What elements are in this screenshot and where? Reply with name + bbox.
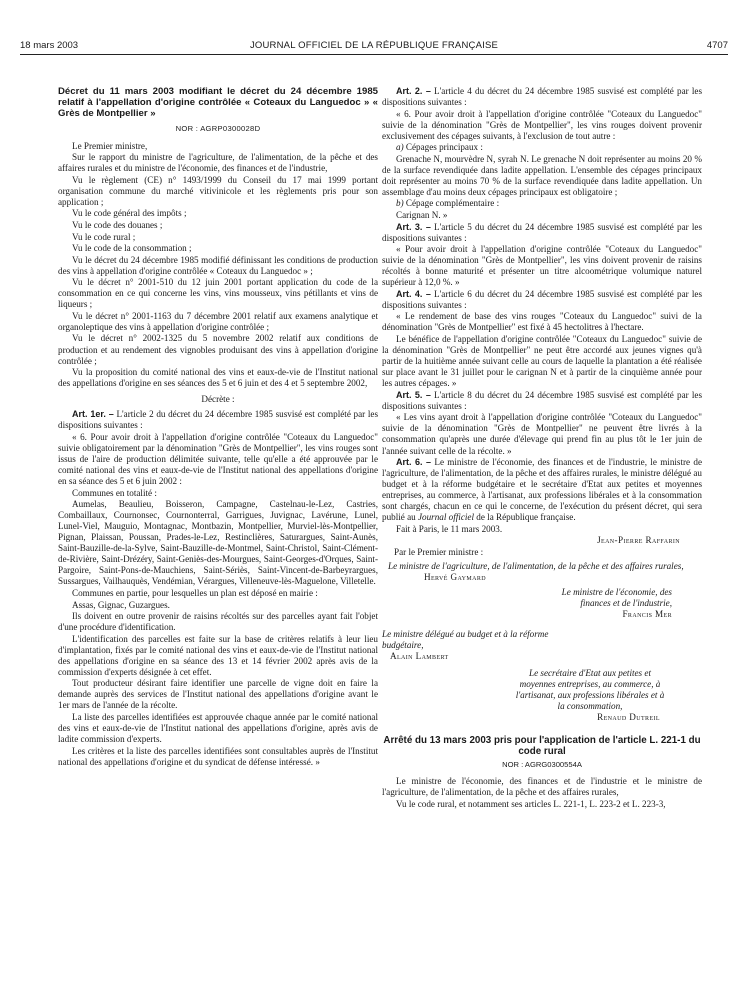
- paragraph: « Pour avoir droit à l'appellation d'origine contrôlée "Coteaux du Languedoc" suivie de la dénomination "Grès de Montpellier", les vins doivent provenir de raisins récoltés à bonne maturité et présenter un titre alcoométrique volumique naturel supérieur à 12,0 %. »: [382, 244, 702, 288]
- paragraph: Vu le décret n° 2001-510 du 12 juin 2001 portant application du code de la consommation en ce qui concerne les vins, vins mousseux, vins pétillants et vins de liqueurs ;: [58, 277, 378, 310]
- article-5: [382, 390, 702, 412]
- paragraph: Vu le code rural, et notamment ses articles L. 221-1, L. 223-2 et L. 223-3,: [396, 798, 666, 809]
- journal-officiel-italic: Journal officiel: [417, 512, 474, 523]
- paragraph: Grenache N, mourvèdre N, syrah N. Le grenache N doit représenter au moins 20 % de la surface revendiquée dans ladite appellation. L'ensemble des cépages principaux doit représenter au moins 70 % de la surface revendiquée dans ladite appellation. Un assemblage d'au moins deux cépages principaux est obligatoire ;: [382, 153, 702, 197]
- article-label: Art. 3. –: [396, 221, 431, 232]
- paragraph: « Le rendement de base des vins rouges "Coteaux du Languedoc" suivi de la dénomination "Grès de Montpellier" est fixé à 45 hectolitres à l'hectare.: [382, 311, 702, 333]
- article-label: Art. 4. –: [396, 288, 431, 299]
- signatory-role: Le secrétaire d'Etat aux petites et moyennes entreprises, au commerce, à l'artisanat, aux professions libérales et à la consommation,: [515, 667, 665, 711]
- paragraph: Communes en totalité :: [72, 487, 157, 498]
- article-text: L'article 2 du décret du 24 décembre 1985 susvisé est complété par les dispositions suivantes :: [58, 409, 378, 431]
- paragraph: Le ministre de l'économie, des finances et de l'industrie et le ministre de l'agriculture, de l'alimentation, de la pêche et des affaires rurales,: [382, 776, 702, 798]
- sub-text: Cépages principaux :: [405, 142, 483, 153]
- paragraph: La liste des parcelles identifiées est approuvée chaque année par le comité national des vins et eaux-de-vie de l'Institut national des appellations d'origine, après avis de ladite commission d'experts.: [58, 712, 378, 745]
- paragraph: [382, 142, 702, 153]
- article-6: [382, 457, 702, 523]
- paragraph: Tout producteur désirant faire identifier une parcelle de vigne doit en faire la demande auprès des services de l'Institut national des appellations d'origine avant le 1er mars de l'année de la récolte.: [58, 678, 378, 711]
- sub-label: a): [396, 142, 404, 153]
- paragraph: Ils doivent en outre provenir de raisins récoltés sur des parcelles ayant fait l'objet d'une procédure d'identification.: [58, 611, 378, 633]
- article-2: [382, 86, 702, 108]
- paragraph: Assas, Gignac, Guzargues.: [72, 599, 170, 610]
- paragraph: Vu le code rural ;: [72, 231, 136, 242]
- paragraph: Le bénéfice de l'appellation d'origine contrôlée "Coteaux du Languedoc" suivie de la dénomination "Grès de Montpellier" ne peut être accordé aux jeunes vignes qu'à partir de la huitième année suivant celle au cours de laquelle la plantation a été réalisée sur place avant le 31 juillet pour le carignan N et à partir de la cinquième année pour les autres cépages. »: [382, 334, 702, 389]
- decree-nor: NOR : AGRP0300028D: [175, 123, 261, 133]
- right-column: [382, 86, 702, 810]
- header-date: 18 mars 2003: [20, 40, 79, 51]
- signatory-role: Le ministre de l'économie, des finances et de l'industrie,: [561, 586, 672, 608]
- paragraph: Vu le règlement (CE) n° 1493/1999 du Conseil du 17 mai 1999 portant organisation commune du marché vitivinicole et les règlements pris pour son application ;: [58, 174, 378, 207]
- article-label: Art. 1er. –: [72, 409, 114, 420]
- decree-title: Décret du 11 mars 2003 modifiant le décret du 24 décembre 1985 relatif à l'appellation d'origine contrôlée « Coteaux du Languedoc » « Grès de Montpellier »: [58, 86, 378, 120]
- paragraph: Le Premier ministre,: [72, 140, 148, 151]
- signatory-name: Renaud Dutreil: [597, 711, 660, 722]
- arrete-nor: NOR : AGRG0300554A: [502, 759, 582, 769]
- paragraph: « Les vins ayant droit à l'appellation d'origine contrôlée "Coteaux du Languedoc" suivie de la dénomination "Grès de Montpellier" ne peuvent être livrés à la consommation qu'après une durée d'élevage qui prend fin au plus tôt le 1er juin de l'année suivant celle de la récolte. »: [382, 412, 702, 456]
- header-page-number: 4707: [706, 40, 728, 51]
- signature-agriculture: [382, 561, 702, 583]
- paragraph: « 6. Pour avoir droit à l'appellation d'origine contrôlée "Coteaux du Languedoc" suivie de la dénomination "Grès de Montpellier", les vins rouges doivent provenir exclusivement des cépages suivants, à l'exclusion de tout autre :: [382, 108, 702, 141]
- article-label: Art. 2. –: [396, 86, 431, 96]
- commune-list: Aumelas, Beaulieu, Boisseron, Campagne, Castelnau-le-Lez, Castries, Combaillaux, Cournonsec, Cournonterral, Garrigues, Juvignac, Lavérune, Lunel, Lunel-Viel, Mauguio, Montagnac, Montbazin, Montpellier, Murviel-lès-Montpellier, Pignan, Plaissan, Poussan, Prades-le-Lez, Restinclières, Saturargues, Saint-Aunès, Saint-Bauzille-de-la-Sylve, Saint-Bauzille-de-Montmel, Saint-Christol, Saint-Clément-de-Rivière, Saint-Drézéry, Saint-Geniès-des-Mourgues, Saint-Georges-d'Orques, Saint-Pargoire, Saint-Pons-de-Mauchiens, Saint-Sériès, Saint-Vincent-de-Barbeyrargues, Sussargues, Vailhauquès, Vendémian, Vérargues, Villeneuve-lès-Maguelone, Villetelle.: [58, 499, 378, 587]
- sub-label: b): [396, 198, 404, 209]
- article-label: Art. 6. –: [396, 457, 432, 468]
- signatory-role: Le ministre de l'agriculture, de l'alimentation, de la pêche et des affaires rurales,: [388, 560, 684, 571]
- paragraph: Les critères et la liste des parcelles identifiées sont consultables auprès de l'Institut national des appellations d'origine et du syndicat de défense intéressé. »: [58, 745, 378, 767]
- article-text: L'article 5 du décret du 24 décembre 1985 susvisé est complété par les dispositions suivantes :: [382, 221, 703, 243]
- paragraph: Vu le code des douanes ;: [72, 219, 163, 230]
- signatory-name: Hervé Gaymard: [424, 571, 486, 582]
- paragraph: Vu le décret n° 2001-1163 du 7 décembre 2001 relatif aux examens analytique et organoleptique des vins à appellation d'origine contrôlée ;: [58, 310, 378, 332]
- signatory-name: Alain Lambert: [390, 650, 449, 661]
- left-column: [58, 86, 378, 768]
- signatory-role: Le ministre délégué au budget et à la réforme budgétaire,: [382, 628, 549, 650]
- article-text: L'article 6 du décret du 24 décembre 1985 susvisé est complété par les dispositions suivantes :: [382, 288, 703, 310]
- sub-text: Cépage complémentaire :: [405, 198, 500, 209]
- arrete-title: Arrêté du 13 mars 2003 pris pour l'application de l'article L. 221-1 du code rural: [383, 734, 701, 758]
- article-label: Art. 5. –: [396, 389, 431, 400]
- header-title: JOURNAL OFFICIEL DE LA RÉPUBLIQUE FRANÇAISE: [249, 40, 499, 51]
- prime-minister-name: Jean-Pierre Raffarin: [597, 535, 680, 546]
- article-4: [382, 289, 702, 311]
- paragraph: Sur le rapport du ministre de l'agriculture, de l'alimentation, de la pêche et des affaires rurales et du ministre de l'économie, des finances et de l'industrie,: [58, 152, 378, 174]
- article-text: L'article 4 du décret du 24 décembre 1985 susvisé est complété par les dispositions suivantes :: [382, 86, 703, 108]
- done-at: Fait à Paris, le 11 mars 2003.: [396, 523, 503, 534]
- paragraph: Carignan N. »: [396, 210, 448, 221]
- article-3: [382, 222, 702, 244]
- running-header: [20, 38, 728, 55]
- signature-budget: [382, 629, 702, 662]
- by-prime-minister: Par le Premier ministre :: [394, 546, 484, 557]
- signatory-name: Francis Mer: [622, 608, 672, 619]
- article-text-end: de la République française.: [476, 512, 576, 523]
- paragraph: Communes en partie, pour lesquelles un plan est déposé en mairie :: [72, 587, 318, 598]
- article-text: Le ministre de l'économie, des finances et de l'industrie, le ministre de l'agriculture, de l'alimentation, de la pêche et des affaires rurales, le ministre délégué au budget et à la réforme budgétaire et le secrétaire d'Etat aux petites et moyennes entreprises, au commerce, à l'artisanat, aux professions libérales et à la consommation sont chargés, chacun en ce qui le concerne, de l'exécution du présent décret, qui sera publié au: [382, 457, 703, 523]
- paragraph: Vu la proposition du comité national des vins et eaux-de-vie de l'Institut national des appellations d'origine en ses séances des 5 et 6 juin et des 4 et 5 septembre 2002,: [58, 367, 378, 389]
- paragraph: Vu le décret n° 2002-1325 du 5 novembre 2002 relatif aux conditions de production et au rendement des vignobles produisant des vins à appellation d'origine contrôlée ;: [58, 333, 378, 366]
- decrete-heading: Décrète :: [201, 394, 235, 405]
- signature-economie: [382, 587, 702, 620]
- article-text: L'article 8 du décret du 24 décembre 1985 susvisé est complété par les dispositions suivantes :: [382, 389, 703, 411]
- signature-secretaire-etat: [382, 668, 702, 723]
- paragraph: Vu le décret du 24 décembre 1985 modifié définissant les conditions de production des vins à appellation d'origine contrôlée « Coteaux du Languedoc » ;: [58, 254, 378, 276]
- paragraph: Vu le code général des impôts ;: [72, 208, 187, 219]
- paragraph: L'identification des parcelles est faite sur la base de critères relatifs à leur lieu d'implantation, fixés par le comité national des vins et eaux-de-vie de l'Institut national des appellations d'origine en sa séance des 13 et 14 février 2002 après avis de la commission d'experts désignée à cet effet.: [58, 633, 378, 677]
- paragraph: [382, 198, 702, 209]
- paragraph: Vu le code de la consommation ;: [72, 243, 192, 254]
- article-1: [58, 409, 378, 431]
- paragraph: « 6. Pour avoir droit à l'appellation d'origine contrôlée "Coteaux du Languedoc" suivie obligatoirement par la dénomination "Grès de Montpellier", les vins rouges sont issus de l'aire de production délimitée suivante, telle qu'elle a été approuvée par le comité national des vins et eaux-de-vie de l'Institut national des appellations d'origine en sa séance des 5 et 6 juin 2002 :: [58, 431, 378, 487]
